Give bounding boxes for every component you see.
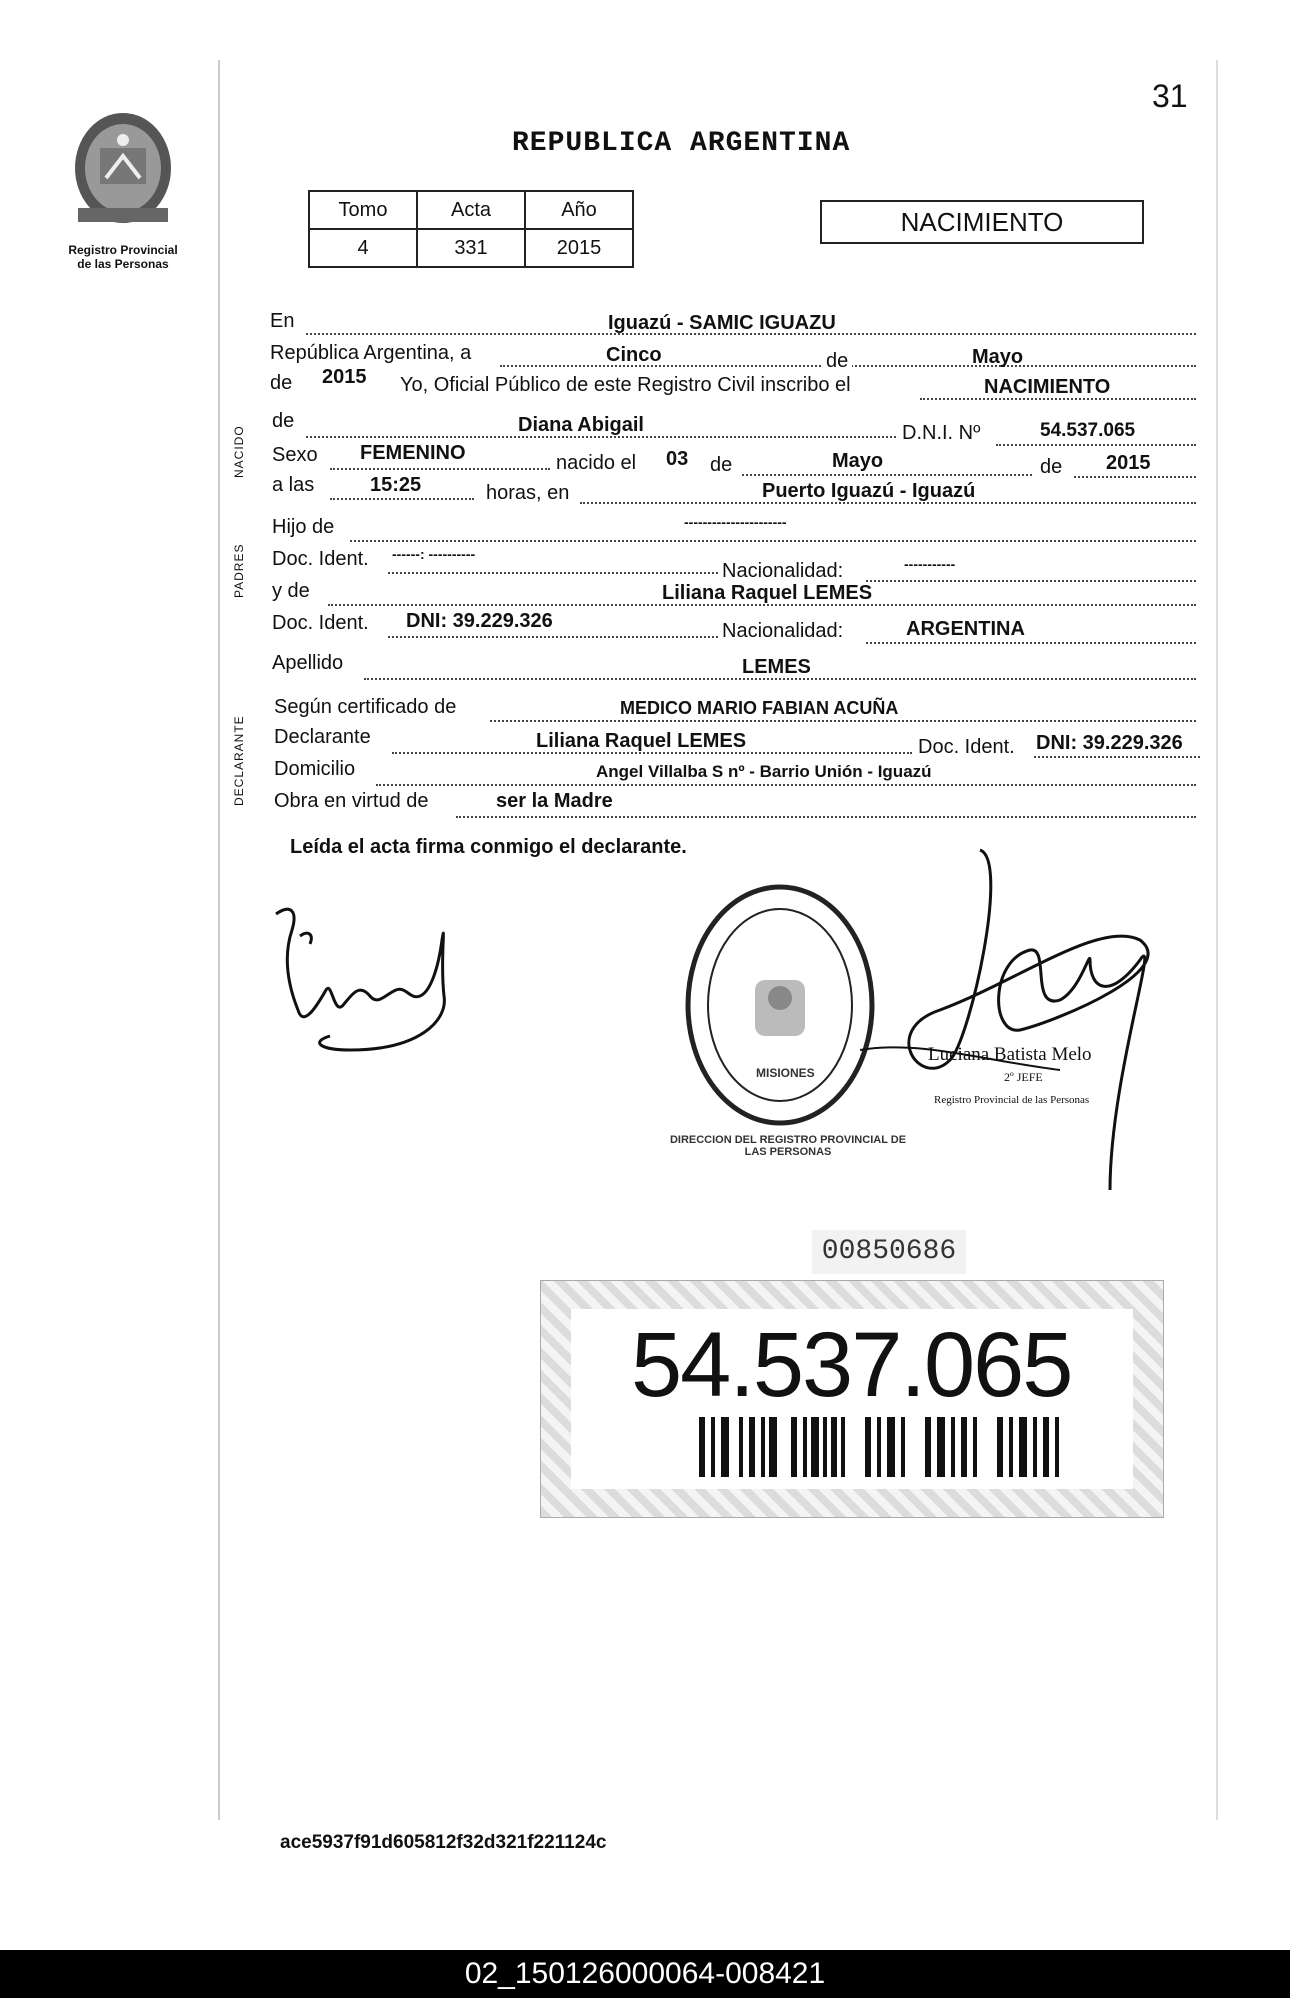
declarante-label: Declarante [274, 726, 371, 748]
lugar-value: Puerto Iguazú - Iguazú [762, 480, 976, 502]
page-number: 31 [1152, 78, 1188, 114]
page-edge-line [218, 60, 220, 1820]
section-label-declarante: DECLARANTE [232, 715, 246, 806]
doc3-label: Doc. Ident. [918, 736, 1015, 758]
page-title: REPUBLICA ARGENTINA [512, 128, 851, 159]
mes-value: Mayo [972, 346, 1024, 368]
declarante-value: Liliana Raquel LEMES [536, 730, 747, 752]
official-role: 2º JEFE [1004, 1070, 1043, 1084]
segun-dots [490, 720, 1196, 722]
table-header-acta: Acta [417, 191, 525, 229]
inscripcion-value: NACIMIENTO [984, 376, 1111, 398]
nombre-value: Diana Abigail [518, 414, 644, 436]
sexo-label: Sexo [272, 444, 318, 466]
de5-label: de [1040, 456, 1063, 478]
nac-anio-dots [1074, 476, 1196, 478]
nacido-label: nacido el [556, 452, 637, 474]
hora-value: 15:25 [370, 474, 422, 496]
dni-sticker [540, 1280, 1164, 1518]
madre-value: Liliana Raquel LEMES [662, 582, 873, 604]
official-office: Registro Provincial de las Personas [934, 1094, 1090, 1106]
section-label-padres: PADRES [232, 543, 246, 598]
logo-caption-1: Registro Provincial [68, 243, 178, 257]
barcode-icon [699, 1417, 1079, 1477]
segun-value: MEDICO MARIO FABIAN ACUÑA [620, 698, 899, 718]
padre-value: ---------------------- [684, 514, 787, 530]
nac-dia-value: 03 [666, 448, 689, 470]
doc2-value: DNI: 39.229.326 [406, 610, 553, 632]
nac2-dots [866, 642, 1196, 644]
obra-dots [456, 816, 1196, 818]
alas-label: a las [272, 474, 315, 496]
doc3-dots [1034, 756, 1200, 758]
dni-dots [996, 444, 1196, 446]
nac1-label: Nacionalidad: [722, 560, 844, 582]
act-type-box: NACIMIENTO [820, 200, 1144, 244]
dia-value: Cinco [606, 344, 662, 366]
anio-value: 2015 [322, 366, 367, 388]
doc1-value: ------: ---------- [392, 546, 476, 562]
nac2-value: ARGENTINA [906, 618, 1025, 640]
registry-stamp-icon [680, 880, 880, 1130]
domicilio-dots [376, 784, 1196, 786]
segun-label: Según certificado de [274, 696, 457, 718]
de2-label: de [270, 372, 293, 394]
closing-text: Leída el acta firma conmigo el declarante. [290, 836, 687, 858]
dni-label: D.N.I. Nº [902, 422, 981, 444]
oficial-text: Yo, Oficial Público de este Registro Civil inscribo el [400, 374, 851, 396]
official-signature-icon [860, 840, 1180, 1200]
obra-label: Obra en virtud de [274, 790, 429, 812]
en-value: Iguazú - SAMIC IGUAZU [608, 312, 836, 334]
yde-label: y de [272, 580, 310, 602]
doc1-label: Doc. Ident. [272, 548, 369, 570]
horas-label: horas, en [486, 482, 570, 504]
dni-sticker-inner [571, 1309, 1133, 1489]
padre-dots [350, 540, 1196, 542]
table-value-tomo: 4 [309, 229, 417, 267]
logo-caption-2: de las Personas [77, 257, 169, 271]
nac2-label: Nacionalidad: [722, 620, 844, 642]
stamp-ring-text: DIRECCION DEL REGISTRO PROVINCIAL DE LAS PERSONAS [669, 1134, 907, 1158]
nac-mes-dots [742, 474, 1032, 476]
sexo-dots [330, 468, 550, 470]
nac-anio-value: 2015 [1106, 452, 1151, 474]
doc2-label: Doc. Ident. [272, 612, 369, 634]
registry-table [308, 190, 634, 268]
en-label: En [270, 310, 295, 332]
footer-bar [0, 1950, 1290, 1998]
obra-value: ser la Madre [496, 790, 613, 812]
de-label: de [822, 350, 852, 373]
table-header-anio: Año [525, 191, 633, 229]
sexo-value: FEMENINO [360, 442, 466, 464]
nac-mes-value: Mayo [832, 450, 884, 472]
table-value-acta: 331 [417, 229, 525, 267]
hijo-label: Hijo de [272, 516, 335, 538]
domicilio-value: Angel Villalba S nº - Barrio Unión - Iguazú [596, 762, 932, 781]
table-value-anio: 2015 [525, 229, 633, 267]
footer-code: 02_150126000064-008421 [464, 1957, 826, 1990]
doc2-dots [388, 636, 718, 638]
province-seal-icon [48, 108, 198, 238]
apellido-label: Apellido [272, 652, 344, 674]
apellido-value: LEMES [742, 656, 811, 678]
registry-logo [48, 108, 198, 271]
serial-number: 00850686 [812, 1230, 966, 1274]
de4-label: de [710, 454, 733, 476]
stamp-inner-text: MISIONES [756, 1066, 815, 1080]
nac1-dots [866, 580, 1196, 582]
nac1-value: ----------- [904, 556, 956, 572]
page-edge-line-right [1216, 60, 1218, 1820]
domicilio-label: Domicilio [274, 758, 356, 780]
document-hash: ace5937f91d605812f32d321f221124c [280, 1832, 607, 1853]
table-header-tomo: Tomo [309, 191, 417, 229]
official-name: Luciana Batista Melo [928, 1044, 1092, 1065]
doc3-value: DNI: 39.229.326 [1036, 732, 1183, 754]
de3-label: de [272, 410, 295, 432]
doc1-dots [388, 572, 718, 574]
section-label-nacido: NACIDO [232, 425, 246, 478]
republica-label: República Argentina, a [270, 342, 472, 364]
hora-dots [330, 498, 474, 500]
dni-sticker-number: 54.537.065 [631, 1314, 1072, 1416]
dni-value: 54.537.065 [1040, 420, 1136, 441]
declarant-signature-icon [270, 900, 500, 1060]
